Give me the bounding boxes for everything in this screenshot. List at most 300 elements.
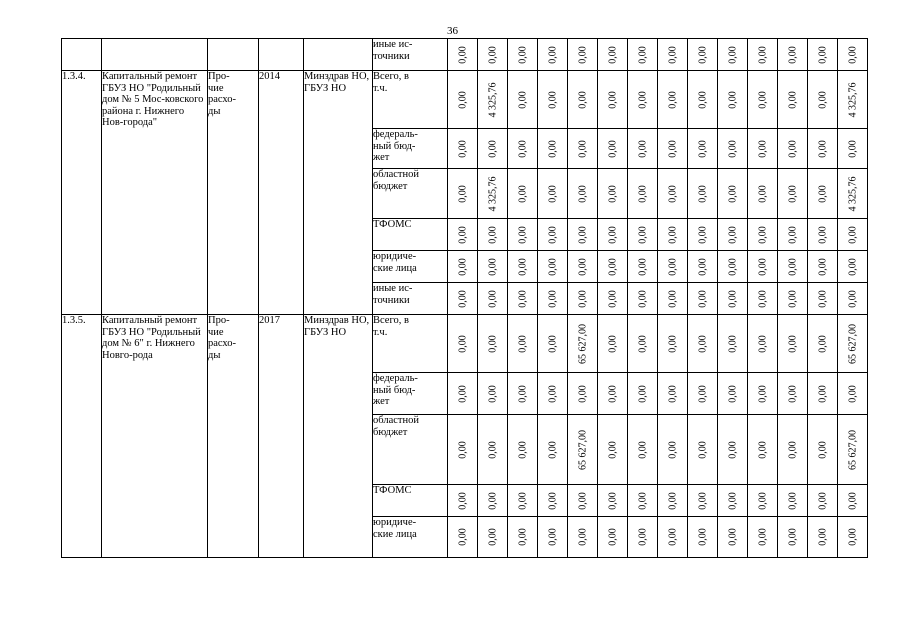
amount-cell	[718, 415, 748, 485]
amount-cell	[718, 39, 748, 71]
amount-cell	[628, 251, 658, 283]
amount-cell	[838, 315, 868, 373]
amount-value: 0,00	[516, 528, 528, 546]
amount-value: 0,00	[456, 440, 468, 459]
amount-cell	[568, 485, 598, 517]
amount-value: 4 325,76	[846, 176, 858, 211]
amount-value: 0,00	[726, 384, 738, 403]
amount-value: 0,00	[516, 45, 528, 64]
amount-value: 4 325,76	[846, 82, 858, 117]
amount-value: 0,00	[546, 384, 558, 403]
amount-value: 0,00	[516, 90, 528, 109]
amount-cell	[628, 129, 658, 169]
amount-cell	[478, 169, 508, 219]
amount-cell	[838, 169, 868, 219]
amount-cell	[628, 39, 658, 71]
amount-value: 0,00	[696, 139, 708, 158]
amount-cell	[598, 39, 628, 71]
amount-value: 0,00	[636, 45, 648, 64]
amount-cell	[448, 315, 478, 373]
funding-source: ТФОМС	[373, 485, 448, 517]
amount-cell	[838, 219, 868, 251]
amount-cell	[538, 517, 568, 558]
amount-value: 0,00	[816, 90, 828, 109]
funding-source: юридиче- ские лица	[373, 251, 448, 283]
amount-value: 65 627,00	[576, 429, 588, 470]
amount-cell	[628, 169, 658, 219]
amount-value: 0,00	[786, 334, 798, 353]
amount-value: 0,00	[666, 334, 678, 353]
amount-cell	[808, 485, 838, 517]
amount-cell	[808, 517, 838, 558]
amount-value: 0,00	[516, 225, 528, 244]
amount-value: 0,00	[816, 334, 828, 353]
amount-cell	[808, 129, 838, 169]
amount-value: 65 627,00	[576, 323, 588, 364]
amount-value: 0,00	[576, 139, 588, 158]
amount-cell	[748, 485, 778, 517]
amount-cell	[838, 517, 868, 558]
item-year	[259, 39, 304, 71]
amount-value: 0,00	[696, 45, 708, 64]
amount-value: 0,00	[486, 491, 498, 510]
amount-cell	[538, 485, 568, 517]
amount-value: 0,00	[756, 225, 768, 244]
amount-cell	[448, 129, 478, 169]
amount-value: 0,00	[666, 45, 678, 64]
item-year: 2014	[259, 71, 304, 315]
funding-source: иные ис- точники	[373, 283, 448, 315]
amount-value: 0,00	[606, 289, 618, 308]
amount-cell	[778, 251, 808, 283]
amount-cell	[568, 71, 598, 129]
amount-cell	[478, 485, 508, 517]
amount-cell	[538, 373, 568, 415]
amount-cell	[508, 517, 538, 558]
amount-value: 0,00	[726, 90, 738, 109]
amount-value: 0,00	[726, 334, 738, 353]
amount-value: 0,00	[606, 184, 618, 203]
amount-value: 0,00	[486, 45, 498, 64]
amount-cell	[748, 415, 778, 485]
amount-cell	[838, 129, 868, 169]
amount-value: 0,00	[636, 289, 648, 308]
amount-value: 0,00	[696, 225, 708, 244]
amount-cell	[598, 219, 628, 251]
amount-value: 0,00	[786, 257, 798, 276]
amount-cell	[808, 315, 838, 373]
amount-cell	[538, 39, 568, 71]
amount-value: 0,00	[546, 225, 558, 244]
amount-value: 0,00	[456, 139, 468, 158]
amount-cell	[688, 251, 718, 283]
amount-value: 0,00	[456, 257, 468, 276]
amount-cell	[628, 219, 658, 251]
customer: Минздрав НО, ГБУЗ НО	[304, 71, 373, 315]
amount-value: 0,00	[696, 289, 708, 308]
amount-value: 0,00	[606, 45, 618, 64]
amount-cell	[658, 129, 688, 169]
amount-value: 0,00	[816, 139, 828, 158]
amount-cell	[658, 283, 688, 315]
amount-value: 0,00	[726, 184, 738, 203]
amount-cell	[838, 39, 868, 71]
amount-cell	[508, 315, 538, 373]
amount-value: 0,00	[546, 440, 558, 459]
amount-cell	[478, 373, 508, 415]
amount-value: 0,00	[486, 528, 498, 546]
amount-cell	[628, 71, 658, 129]
amount-cell	[478, 315, 508, 373]
item-year: 2017	[259, 315, 304, 558]
amount-value: 0,00	[546, 491, 558, 510]
amount-cell	[448, 71, 478, 129]
amount-value: 0,00	[696, 528, 708, 546]
amount-cell	[598, 517, 628, 558]
funding-source: областной бюджет	[373, 169, 448, 219]
amount-cell	[778, 485, 808, 517]
amount-value: 0,00	[816, 225, 828, 244]
amount-value: 0,00	[816, 440, 828, 459]
amount-cell	[568, 315, 598, 373]
amount-value: 0,00	[636, 440, 648, 459]
expense-type: Про- чие расхо- ды	[208, 315, 259, 558]
amount-cell	[448, 39, 478, 71]
amount-value: 0,00	[456, 528, 468, 546]
amount-value: 0,00	[786, 184, 798, 203]
amount-value: 0,00	[786, 491, 798, 510]
amount-cell	[448, 485, 478, 517]
amount-cell	[478, 251, 508, 283]
amount-value: 0,00	[636, 225, 648, 244]
amount-value: 0,00	[516, 184, 528, 203]
amount-cell	[778, 415, 808, 485]
amount-cell	[808, 71, 838, 129]
amount-value: 0,00	[786, 384, 798, 403]
amount-value: 0,00	[816, 491, 828, 510]
amount-value: 0,00	[636, 528, 648, 546]
amount-cell	[568, 39, 598, 71]
amount-cell	[658, 219, 688, 251]
amount-value: 0,00	[696, 334, 708, 353]
amount-value: 0,00	[666, 257, 678, 276]
amount-value: 0,00	[666, 90, 678, 109]
amount-value: 0,00	[696, 384, 708, 403]
amount-value: 0,00	[456, 384, 468, 403]
amount-value: 0,00	[756, 528, 768, 546]
amount-cell	[628, 415, 658, 485]
amount-cell	[688, 315, 718, 373]
amount-value: 0,00	[756, 384, 768, 403]
amount-value: 0,00	[546, 90, 558, 109]
amount-cell	[748, 219, 778, 251]
amount-value: 4 325,76	[486, 82, 498, 117]
amount-cell	[718, 283, 748, 315]
amount-value: 0,00	[486, 334, 498, 353]
amount-value: 0,00	[756, 491, 768, 510]
amount-cell	[718, 517, 748, 558]
amount-cell	[628, 517, 658, 558]
amount-value: 0,00	[516, 139, 528, 158]
amount-value: 0,00	[636, 334, 648, 353]
amount-cell	[598, 485, 628, 517]
page-number: 36	[447, 25, 458, 37]
amount-cell	[778, 283, 808, 315]
amount-cell	[478, 39, 508, 71]
amount-value: 0,00	[726, 45, 738, 64]
amount-value: 0,00	[576, 184, 588, 203]
amount-cell	[688, 485, 718, 517]
amount-value: 0,00	[666, 225, 678, 244]
funding-source: иные ис- точники	[373, 39, 448, 71]
funding-source: областной бюджет	[373, 415, 448, 485]
amount-cell	[448, 283, 478, 315]
amount-cell	[538, 251, 568, 283]
amount-value: 0,00	[486, 440, 498, 459]
amount-cell	[478, 517, 508, 558]
amount-value: 0,00	[846, 491, 858, 510]
amount-value: 0,00	[546, 334, 558, 353]
amount-value: 0,00	[816, 528, 828, 546]
amount-cell	[688, 71, 718, 129]
amount-value: 0,00	[816, 257, 828, 276]
amount-cell	[568, 283, 598, 315]
amount-cell	[508, 415, 538, 485]
amount-cell	[628, 485, 658, 517]
amount-cell	[718, 485, 748, 517]
item-name	[102, 39, 208, 71]
table-row	[62, 71, 868, 129]
amount-value: 0,00	[726, 528, 738, 546]
amount-cell	[568, 129, 598, 169]
amount-cell	[778, 129, 808, 169]
amount-value: 0,00	[546, 528, 558, 546]
amount-value: 0,00	[816, 45, 828, 64]
amount-cell	[778, 169, 808, 219]
amount-value: 0,00	[726, 139, 738, 158]
amount-value: 0,00	[846, 257, 858, 276]
amount-cell	[538, 283, 568, 315]
amount-value: 0,00	[516, 257, 528, 276]
amount-value: 0,00	[456, 289, 468, 308]
amount-value: 0,00	[846, 289, 858, 308]
amount-cell	[538, 219, 568, 251]
amount-value: 0,00	[456, 491, 468, 510]
amount-value: 0,00	[786, 90, 798, 109]
amount-value: 0,00	[576, 45, 588, 64]
item-number: 1.3.4.	[62, 71, 102, 315]
amount-cell	[808, 251, 838, 283]
amount-cell	[808, 219, 838, 251]
amount-value: 0,00	[846, 139, 858, 158]
amount-cell	[508, 39, 538, 71]
amount-value: 0,00	[786, 225, 798, 244]
amount-cell	[508, 251, 538, 283]
amount-value: 0,00	[726, 225, 738, 244]
amount-cell	[838, 373, 868, 415]
amount-value: 0,00	[636, 184, 648, 203]
amount-value: 0,00	[756, 289, 768, 308]
amount-cell	[748, 129, 778, 169]
amount-cell	[688, 219, 718, 251]
amount-value: 0,00	[726, 491, 738, 510]
amount-cell	[598, 169, 628, 219]
amount-value: 0,00	[576, 384, 588, 403]
amount-cell	[718, 71, 748, 129]
amount-cell	[778, 315, 808, 373]
amount-value: 0,00	[576, 257, 588, 276]
amount-cell	[448, 415, 478, 485]
amount-value: 0,00	[546, 45, 558, 64]
expense-type	[208, 39, 259, 71]
amount-value: 0,00	[786, 45, 798, 64]
amount-value: 0,00	[606, 528, 618, 546]
amount-value: 0,00	[456, 45, 468, 64]
amount-value: 0,00	[846, 45, 858, 64]
amount-value: 0,00	[606, 257, 618, 276]
amount-value: 0,00	[636, 491, 648, 510]
amount-cell	[538, 169, 568, 219]
amount-value: 0,00	[696, 491, 708, 510]
amount-cell	[598, 129, 628, 169]
amount-value: 0,00	[666, 440, 678, 459]
table-row	[62, 315, 868, 373]
amount-cell	[568, 251, 598, 283]
amount-value: 0,00	[516, 491, 528, 510]
amount-cell	[538, 71, 568, 129]
amount-cell	[598, 283, 628, 315]
item-number	[62, 39, 102, 71]
amount-cell	[448, 373, 478, 415]
amount-cell	[718, 169, 748, 219]
amount-cell	[538, 415, 568, 485]
amount-value: 0,00	[666, 491, 678, 510]
funding-source: ТФОМС	[373, 219, 448, 251]
amount-cell	[628, 283, 658, 315]
amount-cell	[508, 219, 538, 251]
amount-value: 0,00	[756, 45, 768, 64]
amount-cell	[658, 373, 688, 415]
amount-cell	[778, 517, 808, 558]
amount-value: 0,00	[456, 334, 468, 353]
amount-cell	[598, 315, 628, 373]
amount-cell	[598, 251, 628, 283]
customer: Минздрав НО, ГБУЗ НО	[304, 315, 373, 558]
amount-value: 0,00	[606, 384, 618, 403]
amount-value: 0,00	[486, 139, 498, 158]
funding-source: Всего, в т.ч.	[373, 315, 448, 373]
amount-cell	[658, 39, 688, 71]
amount-cell	[718, 315, 748, 373]
amount-value: 0,00	[546, 289, 558, 308]
amount-cell	[748, 71, 778, 129]
amount-value: 0,00	[456, 90, 468, 109]
amount-value: 0,00	[576, 289, 588, 308]
amount-value: 0,00	[666, 139, 678, 158]
amount-value: 0,00	[756, 334, 768, 353]
amount-cell	[778, 373, 808, 415]
amount-cell	[778, 219, 808, 251]
amount-cell	[688, 169, 718, 219]
amount-value: 0,00	[666, 184, 678, 203]
amount-value: 0,00	[786, 289, 798, 308]
amount-cell	[538, 129, 568, 169]
amount-cell	[778, 71, 808, 129]
funding-source: юридиче- ские лица	[373, 517, 448, 558]
amount-value: 0,00	[816, 184, 828, 203]
amount-cell	[688, 129, 718, 169]
amount-value: 0,00	[756, 139, 768, 158]
funding-source: федераль- ный бюд- жет	[373, 373, 448, 415]
amount-cell	[478, 415, 508, 485]
amount-cell	[688, 517, 718, 558]
budget-table	[61, 38, 868, 558]
amount-value: 0,00	[486, 257, 498, 276]
amount-cell	[508, 283, 538, 315]
amount-value: 0,00	[636, 257, 648, 276]
funding-source: федераль- ный бюд- жет	[373, 129, 448, 169]
amount-value: 0,00	[696, 440, 708, 459]
amount-value: 0,00	[696, 184, 708, 203]
item-name: Капитальный ремонт ГБУЗ НО "Родильный дом № 6" г. Нижнего Новго-рода	[102, 315, 208, 558]
amount-cell	[718, 251, 748, 283]
amount-cell	[718, 129, 748, 169]
amount-cell	[448, 169, 478, 219]
amount-value: 0,00	[666, 289, 678, 308]
amount-cell	[748, 315, 778, 373]
amount-cell	[508, 169, 538, 219]
amount-value: 4 325,76	[486, 176, 498, 211]
amount-cell	[508, 373, 538, 415]
expense-type: Про- чие расхо- ды	[208, 71, 259, 315]
amount-value: 0,00	[786, 528, 798, 546]
amount-value: 0,00	[666, 384, 678, 403]
amount-cell	[508, 129, 538, 169]
amount-cell	[568, 517, 598, 558]
amount-cell	[448, 219, 478, 251]
funding-source: Всего, в т.ч.	[373, 71, 448, 129]
amount-value: 0,00	[606, 334, 618, 353]
amount-value: 0,00	[726, 440, 738, 459]
amount-cell	[568, 415, 598, 485]
amount-value: 65 627,00	[846, 323, 858, 364]
amount-cell	[448, 517, 478, 558]
amount-cell	[838, 415, 868, 485]
amount-cell	[688, 39, 718, 71]
amount-value: 0,00	[486, 384, 498, 403]
amount-value: 0,00	[816, 289, 828, 308]
amount-cell	[808, 39, 838, 71]
item-name: Капитальный ремонт ГБУЗ НО "Родильный дом № 5 Мос-ковского района г. Нижнего Нов-города"	[102, 71, 208, 315]
amount-cell	[688, 373, 718, 415]
amount-cell	[748, 169, 778, 219]
amount-value: 0,00	[756, 257, 768, 276]
amount-cell	[658, 251, 688, 283]
amount-value: 0,00	[606, 90, 618, 109]
amount-value: 0,00	[546, 184, 558, 203]
amount-cell	[568, 219, 598, 251]
amount-cell	[478, 129, 508, 169]
amount-value: 0,00	[756, 440, 768, 459]
amount-value: 0,00	[576, 528, 588, 546]
amount-cell	[448, 251, 478, 283]
amount-cell	[808, 415, 838, 485]
amount-value: 0,00	[576, 225, 588, 244]
amount-cell	[658, 315, 688, 373]
amount-value: 0,00	[516, 440, 528, 459]
amount-cell	[478, 219, 508, 251]
amount-cell	[718, 373, 748, 415]
